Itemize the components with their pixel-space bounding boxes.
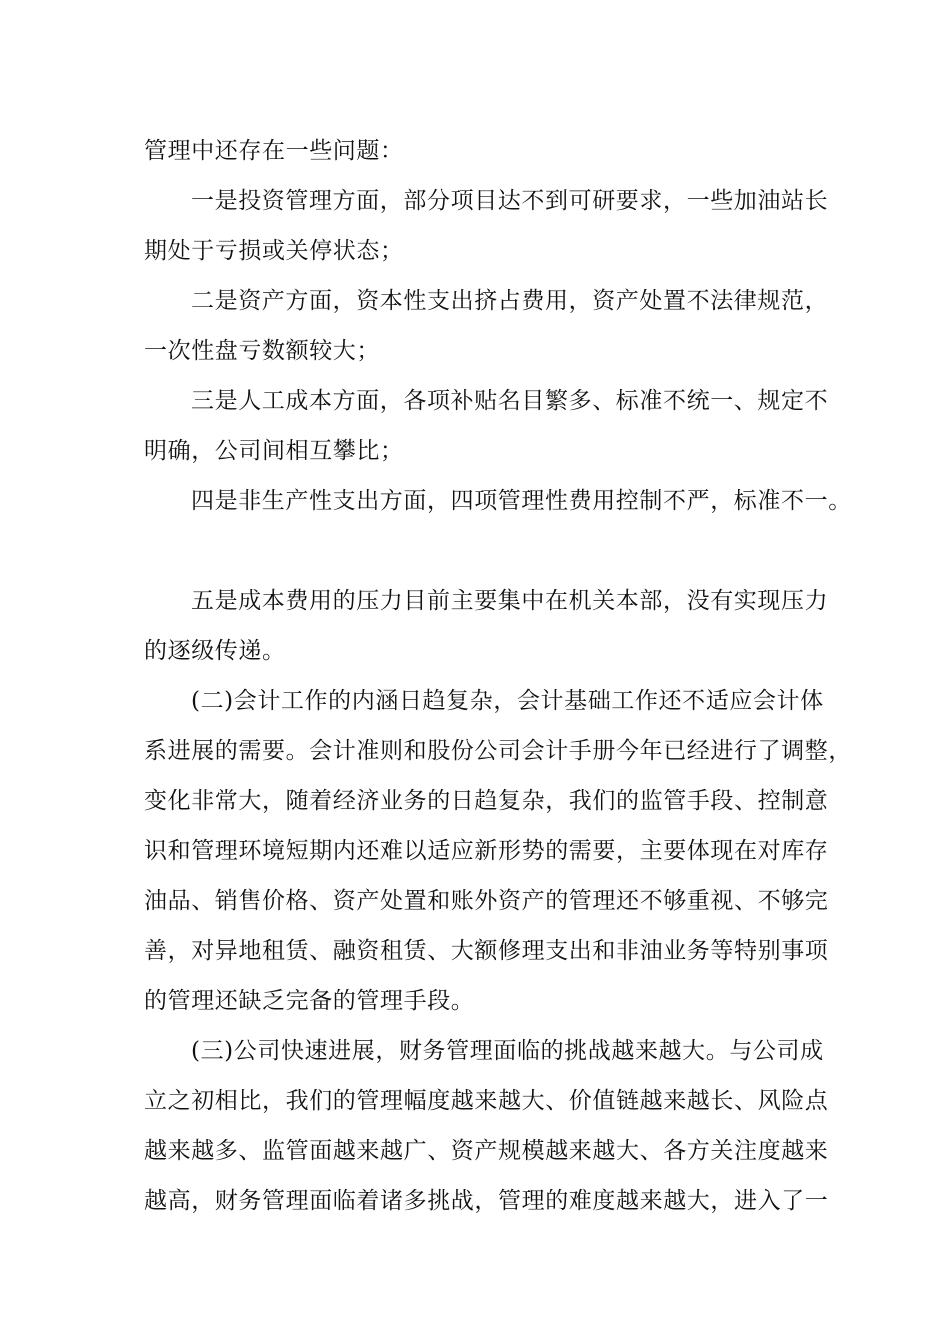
text-line: 管理中还存在一些问题： — [144, 138, 404, 164]
text-line: 变化非常大，随着经济业务的日趋复杂，我们的监管手段、控制意 — [144, 788, 829, 814]
paragraph-line: 一是投资管理方面，部分项目达不到可研要求，一些加油站长 — [191, 188, 829, 214]
paragraph-line: 三是人工成本方面，各项补贴名目繁多、标准不统一、规定不 — [191, 388, 829, 414]
paragraph-line: 二是资产方面，资本性支出挤占费用，资产处置不法律规范， — [191, 288, 829, 314]
paragraph-line: 五是成本费用的压力目前主要集中在机关本部，没有实现压力 — [191, 588, 829, 614]
text-line: 系进展的需要。会计准则和股份公司会计手册今年已经进行了调整， — [144, 738, 852, 764]
paragraph-line: 四是非生产性支出方面，四项管理性费用控制不严，标准不一。 — [191, 488, 852, 514]
text-line: 越来越多、监管面越来越广、资产规模越来越大、各方关注度越来 — [144, 1138, 829, 1164]
text-line: 油品、销售价格、资产处置和账外资产的管理还不够重视、不够完 — [144, 888, 829, 914]
text-line: 立之初相比，我们的管理幅度越来越大、价值链越来越长、风险点 — [144, 1088, 829, 1114]
text-line: 明确，公司间相互攀比； — [144, 438, 404, 464]
text-line: 的管理还缺乏完备的管理手段。 — [144, 988, 475, 1014]
paragraph-line: (三)公司快速进展，财务管理面临的挑战越来越大。与公司成 — [191, 1038, 824, 1064]
text-line: 一次性盘亏数额较大； — [144, 338, 380, 364]
text-line: 越高，财务管理面临着诸多挑战，管理的难度越来越大，进入了一 — [144, 1188, 829, 1214]
text-line: 期处于亏损或关停状态； — [144, 238, 404, 264]
text-line: 识和管理环境短期内还难以适应新形势的需要，主要体现在对库存 — [144, 838, 829, 864]
text-line: 善，对异地租赁、融资租赁、大额修理支出和非油业务等特别事项 — [144, 938, 829, 964]
paragraph-line: (二)会计工作的内涵日趋复杂，会计基础工作还不适应会计体 — [191, 688, 824, 714]
text-line: 的逐级传递。 — [144, 638, 286, 664]
